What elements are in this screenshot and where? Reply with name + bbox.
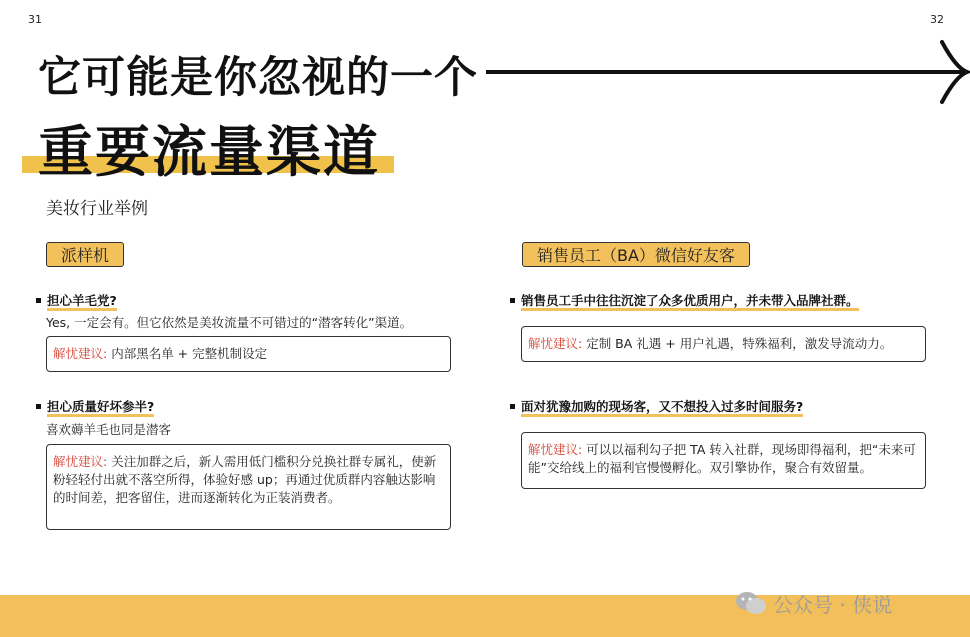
right-advice-box-2 [521, 432, 926, 489]
left-advice-box-1 [46, 336, 451, 372]
advice-text: 内部黑名单 + 完整机制设定 [111, 346, 268, 361]
advice-text: 定制 BA 礼遇 + 用户礼遇，特殊福利，激发导流动力。 [586, 336, 893, 351]
title-line-2: 重要流量渠道 [38, 120, 381, 184]
tag-sales-staff-wechat: 销售员工（BA）微信好友客 [522, 242, 750, 267]
right-question-2: 面对犹豫加购的现场客，又不想投入过多时间服务? [510, 397, 803, 415]
advice-text: 关注加群之后，新人需用低门槛积分兑换社群专属礼，使新粉轻轻付出就不落空所得，体验好感 up；再通过优质群内容触达影响的时间差，把客留住，进而逐渐转化为正装消费者。 [53, 454, 437, 505]
page-number-left: 31 [28, 13, 42, 26]
bullet-icon [510, 404, 515, 409]
left-answer-1: Yes, 一定会有。但它依然是美妆流量不可错过的“潜客转化”渠道。 [46, 315, 413, 330]
left-advice-box-2 [46, 444, 451, 530]
title-line-1: 它可能是你忽视的一个 [38, 53, 478, 103]
arrow-right-icon [486, 38, 970, 104]
bullet-icon [36, 298, 41, 303]
bullet-icon [36, 404, 41, 409]
watermark-text: 公众号 · 侠说 [773, 592, 893, 617]
wechat-icon [735, 590, 767, 616]
right-advice-box-1 [521, 326, 926, 362]
right-question-1: 销售员工手中往往沉淀了众多优质用户，并未带入品牌社群。 [510, 291, 859, 309]
left-question-1: 担心羊毛党? [36, 291, 117, 309]
bullet-icon [510, 298, 515, 303]
tag-sampling-machine: 派样机 [46, 242, 124, 267]
section-subtitle: 美妆行业举例 [46, 199, 148, 219]
advice-label: 解忧建议: [528, 336, 583, 351]
left-answer-2: 喜欢薅羊毛也同是潜客 [46, 422, 172, 437]
advice-text: 可以以福利勾子把 TA 转入社群，现场即得福利，把“未来可能”交给线上的福利官慢慢孵化。双引擎协作，聚合有效留量。 [528, 442, 916, 475]
page-number-right: 32 [930, 13, 944, 26]
advice-label: 解忧建议: [528, 442, 583, 457]
left-question-2: 担心质量好坏参半? [36, 397, 154, 415]
watermark [735, 585, 945, 621]
advice-label: 解忧建议: [53, 346, 108, 361]
advice-label: 解忧建议: [53, 454, 108, 469]
